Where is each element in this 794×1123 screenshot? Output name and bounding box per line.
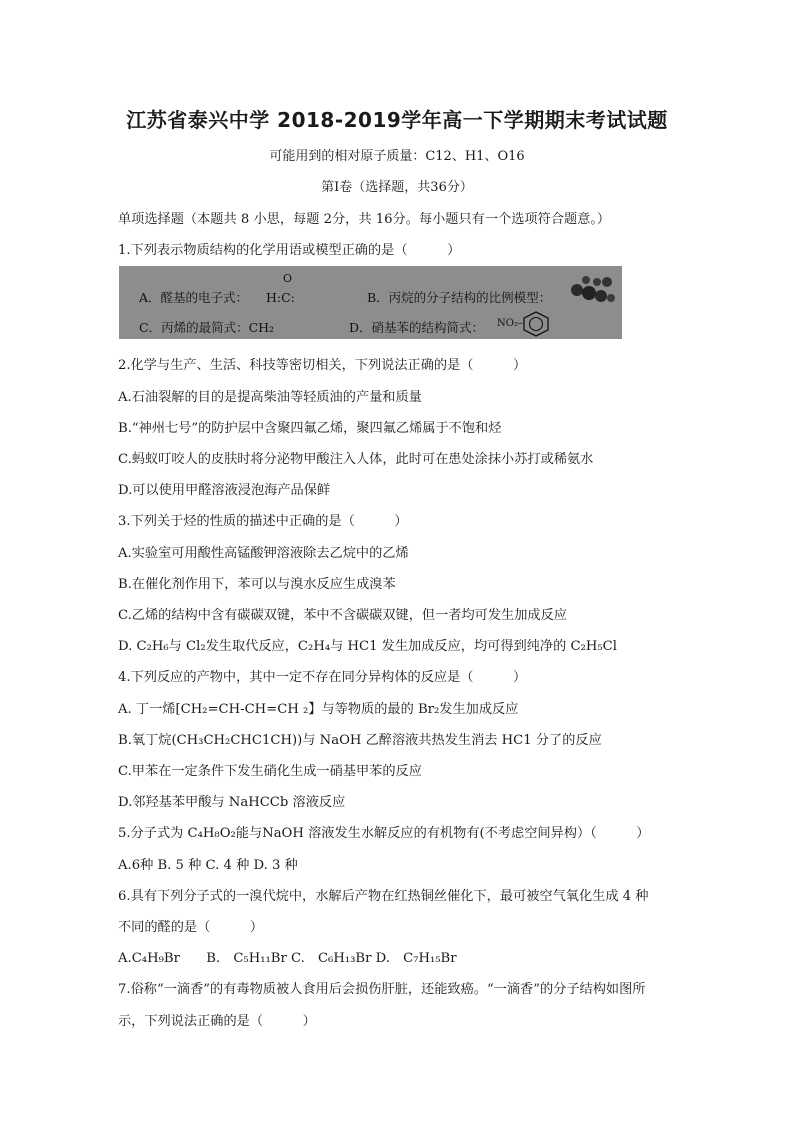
question-2-option-a: A.石油裂解的目的是提高柴油等轻质油的产量和质量 (118, 390, 422, 405)
aldehyde-oxygen: O (283, 272, 293, 285)
page-title: 江苏省泰兴中学 2018-2019学年高一下学期期末考试试题 (126, 108, 668, 132)
option-b-label: B．丙烷的分子结构的比例模型： (367, 290, 552, 305)
question-5-options: A.6种 B. 5 种 C. 4 种 D. 3 种 (118, 858, 298, 873)
option-d-label: D．硝基苯的结构简式： (349, 320, 485, 335)
question-3-option-d: D. C₂H₆与 Cl₂发生取代反应，C₂H₄与 HC1 发生加成反应，均可得到纯净的 C₂H₅Cl (118, 639, 617, 654)
question-3-option-a: A.实验室可用酸性高锰酸钾溶液除去乙烷中的乙烯 (118, 546, 409, 561)
question-7-stem-line-2: 示，下列说法正确的是（ ） (118, 1014, 316, 1029)
question-3-option-c: C.乙烯的结构中含有碳碳双键，苯中不含碳碳双键，但一者均可发生加成反应 (118, 608, 567, 623)
benzene-ring-icon (521, 310, 551, 338)
option-a-label: A．醛基的电子式： (139, 290, 249, 305)
question-7-stem-line-1: 7.俗称“一滴香”的有毒物质被人食用后会损伤肝脏，还能致癌。“一滴香”的分子结构如图所 (118, 982, 646, 997)
question-2-option-b: B.“神州七号”的防护层中含聚四氟乙烯，聚四氟乙烯属于不饱和烃 (118, 421, 502, 436)
question-6-options: A.C₄H₉Br B. C₅H₁₁Br C. C₆H₁₃Br D. C₇H₁₅Br (118, 951, 457, 966)
question-3-stem: 3.下列关于烃的性质的描述中正确的是（ ） (118, 514, 408, 529)
option-c-label: C．丙烯的最简式：CH₂ (139, 320, 275, 335)
question-4-option-a: A. 丁一烯[CH₂=CH-CH=CH ₂】与等物质的最的 Br₂发生加成反应 (118, 702, 519, 717)
aldehyde-electron-formula: H:C: (266, 290, 295, 305)
question-4-option-b: B.氧丁烷(CH₃CH₂CHC1CH))与 NaOH 乙醉溶液共热发生消去 HC1 分了的反应 (118, 733, 602, 748)
question-4-stem: 4.下列反应的产物中，其中一定不存在同分异构体的反应是（ ） (118, 670, 527, 685)
question-4-option-d: D.邻羟基苯甲酸与 NaHCCb 溶液反应 (118, 795, 346, 810)
question-1-stem: 1.下列表示物质结构的化学用语或模型正确的是（ ） (118, 243, 461, 258)
instructions: 单项选择题（本题共 8 小思，每题 2分，共 16分。每小题只有一个选项符合题意。） (118, 212, 611, 227)
question-6-stem-line-1: 6.具有下列分子式的一溴代烷中，水解后产物在红热铜丝催化下，最可被空气氧化生成 4 种 (118, 889, 649, 904)
question-2-option-c: C.蚂蚁叮咬人的皮肤时将分泌物甲酸注入人体，此时可在患处涂抹小苏打或稀氨水 (118, 452, 594, 467)
question-2-stem: 2.化学与生产、生活、科技等密切相关，下列说法正确的是（ ） (118, 358, 527, 373)
atomic-mass-note: 可能用到的相对原子质量：C12、H1、O16 (269, 149, 525, 164)
question-2-option-d: D.可以使用甲醛溶液浸泡海产品保鲜 (118, 483, 331, 498)
question-3-option-b: B.在催化剂作用下，苯可以与溴水反应生成溴苯 (118, 577, 396, 592)
question-4-option-c: C.甲苯在一定条件下发生硝化生成一硝基甲苯的反应 (118, 764, 422, 779)
question-6-stem-line-2: 不同的醛的是（ ） (118, 920, 264, 935)
question-1-figure (119, 266, 622, 339)
propane-ball-model-icon (567, 270, 617, 306)
question-5-stem: 5.分子式为 C₄H₈O₂能与NaOH 溶液发生水解反应的有机物有(不考虑空间异构）（ ） (118, 826, 650, 841)
nitro-group-label: NO₂– (497, 318, 523, 329)
section-heading: 第Ⅰ卷（选择题，共36分） (321, 180, 473, 195)
